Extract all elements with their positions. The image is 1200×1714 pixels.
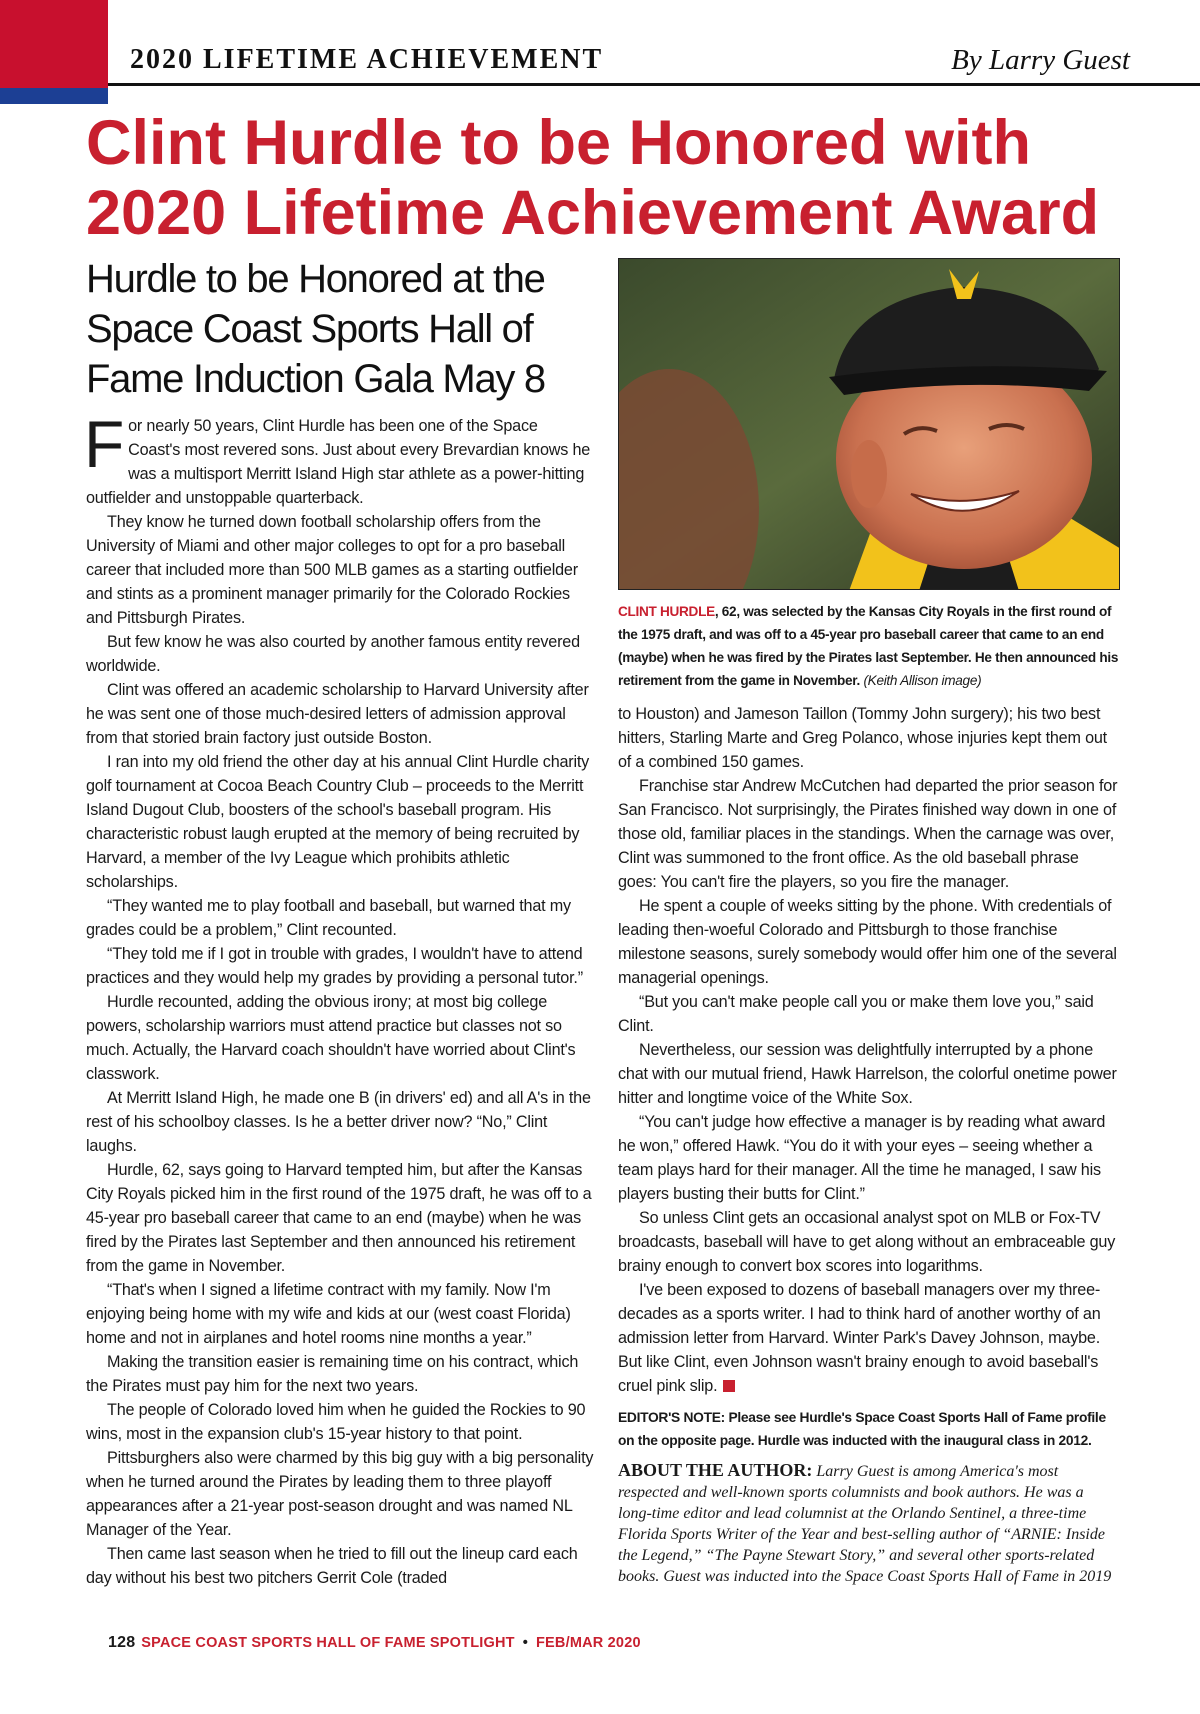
caption-name: CLINT HURDLE [618, 604, 715, 619]
hurdle-photo-illustration [619, 259, 1120, 590]
article-column-left [84, 407, 594, 1590]
corner-accent-blue [0, 88, 108, 104]
subhead: Hurdle to be Honored at the Space Coast Sports Hall of Fame Induction Gala May 8 [86, 257, 545, 401]
end-mark-icon [723, 1380, 735, 1392]
article-paragraph: But few know he was also courted by another famous entity revered worldwide. [86, 633, 580, 675]
headline: Clint Hurdle to be Honored with 2020 Lifetime Achievement Award [86, 108, 1100, 248]
article-paragraph [84, 407, 594, 510]
article-paragraph: “But you can't make people call you or make them love you,” said Clint. [618, 993, 1094, 1035]
about-author [618, 1460, 1120, 1587]
about-author-label: ABOUT THE AUTHOR: [618, 1460, 813, 1480]
corner-accent-red [0, 0, 108, 88]
article-paragraph: “They told me if I got in trouble with grades, I wouldn't have to attend practices and they would help my grades by providing a personal tutor.” [86, 945, 583, 987]
publication-name: SPACE COAST SPORTS HALL OF FAME SPOTLIGHT [141, 1635, 515, 1651]
article-paragraph: Pittsburghers also were charmed by this big guy with a big personality when he turned around the Pirates by leading them to three playoff appearances after a 21-year post-season drought and was named NL Manager of the Year. [86, 1449, 594, 1539]
footer-bullet: • [522, 1635, 528, 1651]
article-paragraph: Nevertheless, our session was delightfully interrupted by a phone chat with our mutual friend, Hawk Harrelson, the colorful onetime power hitter and longtime voice of the White Sox. [618, 1041, 1117, 1107]
about-author-text: Larry Guest is among America's most respected and well-known sports columnists and book authors. He was a long-time editor and lead columnist at the Orlando Sentinel, a three-time Florida Sports Writer of the Year and best-selling author of “ARNIE: Inside the Legend,” “The Payne Stewart Story,” and several other sports-related books. Guest was inducted into the Space Coast Sports Hall of Fame in 2019 [618, 1463, 1112, 1585]
article-paragraph: Making the transition easier is remaining time on his contract, which the Pirates must pay him for the next two years. [86, 1353, 579, 1395]
article-paragraph: The people of Colorado loved him when he guided the Rockies to 90 wins, most in the expansion club's 15-year history to that point. [86, 1401, 586, 1443]
article-paragraph: I ran into my old friend the other day at his annual Clint Hurdle charity golf tournament at Cocoa Beach Country Club – proceeds to the Merritt Island Dugout Club, boosters of the school's baseball program. His characteristic robust laugh erupted at the memory of being recruited by Harvard, a member of the Ivy League which prohibits athletic scholarships. [86, 753, 590, 891]
caption-credit: (Keith Allison image) [863, 673, 982, 688]
caption-text: , 62, was selected by the Kansas City Royals in the first round of the 1975 draft, and was off to a 45-year pro baseball career that came to an end (maybe) when he was fired by the Pirates last September. He then announced his retirement from the game in November. [618, 604, 1119, 688]
article-paragraph [618, 1278, 1120, 1398]
byline: By Larry Guest [951, 44, 1130, 76]
header-rule [108, 83, 1200, 86]
article-paragraph: So unless Clint gets an occasional analyst spot on MLB or Fox-TV broadcasts, baseball will have to get along without an embraceable guy brainy enough to convert box scores into logarithms. [618, 1209, 1116, 1275]
section-label: 2020 LIFETIME ACHIEVEMENT [130, 44, 604, 75]
editor-note: EDITOR'S NOTE: Please see Hurdle's Space Coast Sports Hall of Fame profile on the opposite page. Hurdle was inducted with the inaugural class in 2012. [618, 1410, 1106, 1448]
article-paragraph: “They wanted me to play football and baseball, but warned that my grades could be a problem,” Clint recounted. [86, 897, 571, 939]
article-paragraph: Hurdle recounted, adding the obvious irony; at most big college powers, scholarship warriors must attend practice but classes not so much. Actually, the Harvard coach shouldn't have worried about Clint's classwork. [86, 993, 576, 1083]
article-paragraph: Clint was offered an academic scholarship to Harvard University after he was sent one of those much-desired letters of admission approval from that storied brain factory just outside Boston. [86, 681, 589, 747]
article-paragraph: Then came last season when he tried to fill out the lineup card each day without his best two pitchers Gerrit Cole (traded [86, 1545, 578, 1587]
page-footer [108, 1634, 641, 1652]
article-column-right [618, 702, 1120, 1398]
article-paragraph: “That's when I signed a lifetime contract with my family. Now I'm enjoying being home with my wife and kids at our (west coast Florida) home and not in airplanes and hotel rooms nine months a year.” [86, 1281, 571, 1347]
drop-cap: F [84, 407, 125, 481]
page-number: 128 [108, 1634, 136, 1651]
article-paragraph: They know he turned down football scholarship offers from the University of Miami and other major colleges to opt for a pro baseball career that included more than 500 MLB games as a starting outfielder and stints as a prominent manager primarily for the Colorado Rockies and Pittsburgh Pirates. [86, 513, 578, 627]
hurdle-photo [618, 258, 1120, 590]
article-paragraph: Franchise star Andrew McCutchen had departed the prior season for San Francisco. Not surprisingly, the Pirates finished way down in one of those old, familiar places in the standings. When the carnage was over, Clint was summoned to the front office. As the old baseball phrase goes: You can't fire the players, so you fire the manager. [618, 777, 1118, 891]
issue-date: FEB/MAR 2020 [535, 1635, 641, 1651]
article-paragraph: He spent a couple of weeks sitting by the phone. With credentials of leading then-woeful Colorado and Pittsburgh to those franchise milestone seasons, surely somebody would offer him one of the several managerial openings. [618, 897, 1117, 987]
photo-caption [618, 600, 1120, 692]
article-paragraph: Hurdle, 62, says going to Harvard tempted him, but after the Kansas City Royals picked him in the first round of the 1975 draft, he was off to a 45-year pro baseball career that came to an end (maybe) when he was fired by the Pirates last September and then announced his retirement from the game in November. [86, 1161, 592, 1275]
article-paragraph: to Houston) and Jameson Taillon (Tommy John surgery); his two best hitters, Starling Marte and Greg Polanco, whose injuries kept them out of a combined 150 games. [618, 705, 1107, 771]
article-paragraph: At Merritt Island High, he made one B (in drivers' ed) and all A's in the rest of his schoolboy classes. Is he a better driver now? “No,” Clint laughs. [86, 1089, 591, 1155]
article-paragraph-text: or nearly 50 years, Clint Hurdle has been one of the Space Coast's most revered sons. Just about every Brevardian knows he was a multisport Merritt Island High star athlete as a power-hitting outfielder and unstoppable quarterback. [86, 417, 591, 507]
article-paragraph-text: I've been exposed to dozens of baseball managers over my three-decades as a sports writer. I had to think hard of another worthy of an admission letter from Harvard. Winter Park's Davey Johnson, maybe. But like Clint, even Johnson wasn't brainy enough to avoid baseball's cruel pink slip. [618, 1281, 1101, 1395]
article-paragraph: “You can't judge how effective a manager is by reading what award he won,” offered Hawk. “You do it with your eyes – seeing whether a team plays hard for their manager. All the time he managed, I saw his players busting their butts for Clint.” [618, 1113, 1106, 1203]
